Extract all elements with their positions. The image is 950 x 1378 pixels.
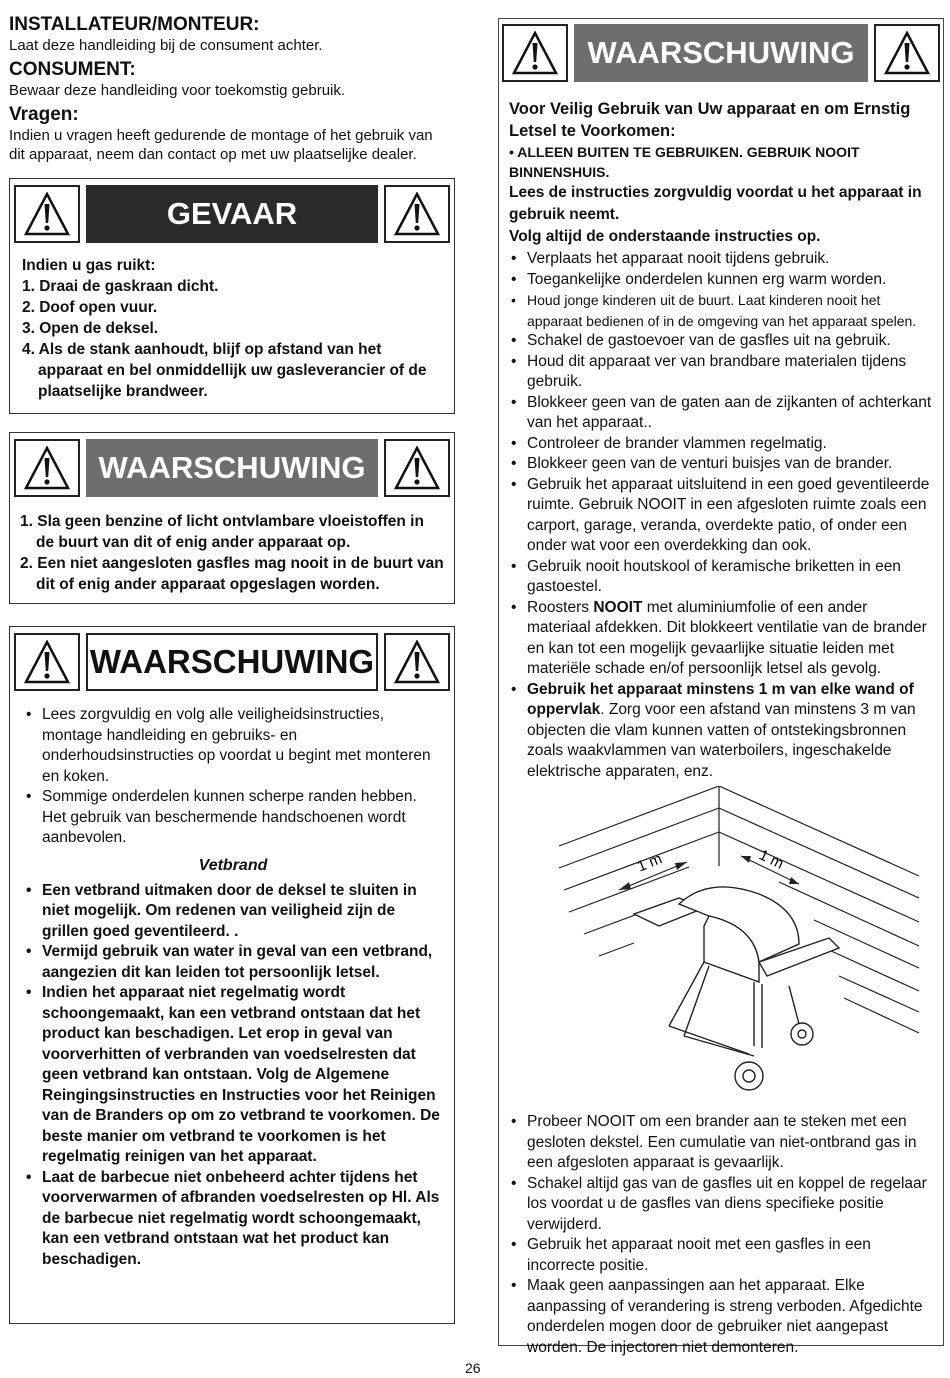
warning2-item: • Sommige onderdelen kunnen scherpe randen hebben. Het gebruik van beschermende handschoenen wordt aanbevolen. [24, 787, 442, 849]
right-item: • Houd jonge kinderen uit de buurt. Laat kinderen nooit het apparaat bedienen of in de omgeving van het apparaat spelen. [509, 290, 933, 331]
outside-only: • ALLEEN BUITEN TE GEBRUIKEN. GEBRUIK NOOIT BINNENSHUIS. [509, 144, 860, 180]
right-item: • Blokkeer geen van de gaten aan de zijkanten of achterkant van het apparaat.. [509, 393, 933, 434]
right-item: • Toegankelijke onderdelen kunnen erg warm worden. [509, 270, 933, 291]
warning-triangle-icon [384, 185, 450, 243]
right-item: • Houd dit apparaat ver van brandbare materialen tijdens gebruik. [509, 352, 933, 393]
warning-banner-1 [14, 437, 450, 499]
grill-clearance-illustration [509, 786, 933, 1106]
warning-title-1: WAARSCHUWING [86, 439, 378, 497]
vetbrand-item: • Indien het apparaat niet regelmatig wordt schoongemaakt, kan een vetbrand ontstaan dat het product kan beschadigen. Let erop in geval van voorverhitten of verbranden van voedselresten dat geen vetbrand kan ontstaan. Volg de Algemene Reingingsinstructies en Instructies voor het Reinigen van de Branders op om zo vetbrand te voorkomen. De beste manier om vetbrand te voorkomen is het regelmatig reinigen van het apparaat. [24, 983, 442, 1168]
dimension-label-left: 1 m [634, 850, 665, 876]
vetbrand-subheading: Vetbrand [198, 856, 268, 874]
right-item: • Blokkeer geen van de venturi buisjes van de brander. [509, 454, 933, 475]
warning-triangle-icon [14, 185, 80, 243]
right-after-item: • Gebruik het apparaat nooit met een gasfles in een incorrecte positie. [509, 1235, 933, 1276]
right-item-distance: • Gebruik het apparaat minstens 1 m van elke wand of oppervlak. Zorg voor een afstand van minstens 3 m van objecten die vlam kunnen vatten of ontstekingsbronnen zoals waakvlammen van waterboilers, ingeschakelde elektrische apparaten, enz. [509, 680, 933, 783]
read-instructions: Lees de instructies zorgvuldig voordat u het apparaat in gebruik neemt. [509, 184, 922, 223]
right-warning-banner [502, 22, 940, 84]
right-item: • Verplaats het apparaat nooit tijdens gebruik. [509, 249, 933, 270]
danger-item: 3. Open de deksel. [22, 320, 159, 337]
danger-item: 2. Doof open vuur. [22, 299, 158, 316]
warning-title-2: WAARSCHUWING [86, 633, 378, 691]
warning1-item: 1. Sla geen benzine of licht ontvlambare vloeistoffen in de buurt van dit of enig ander apparaat op. [20, 513, 424, 551]
warning1-item: 2. Een niet aangesloten gasfles mag nooit in de buurt van dit of enig ander apparaat opgeslagen worden. [20, 555, 444, 593]
warning2-item: • Lees zorgvuldig en volg alle veiligheidsinstructies, montage handleiding en gebruiks- en onderhoudsinstructies op voordat u begint met monteren en koken. [24, 705, 442, 787]
warning-triangle-icon [502, 24, 568, 82]
right-warning-box [498, 18, 944, 1356]
consument-text: Bewaar deze handleiding voor toekomstig gebruik. [9, 82, 346, 99]
right-item: • Controleer de brander vlammen regelmatig. [509, 434, 933, 455]
warning-triangle-icon [14, 633, 80, 691]
danger-title: GEVAAR [86, 185, 378, 243]
danger-body [10, 245, 454, 412]
warning-triangle-icon [874, 24, 940, 82]
right-item: • Gebruik het apparaat uitsluitend in een goed geventileerde ruimte. Gebruik NOOIT in een afgesloten ruimte zoals een carport, garage, veranda, overdekte patio, of onder een onder wat voor een overdekking dan ook. [509, 475, 933, 557]
warning-triangle-icon [14, 439, 80, 497]
vetbrand-item: • Laat de barbecue niet onbeheerd achter tijdens het voorverwarmen of afbranden voedselresten op Hl. Als de barbecue niet regelmatig wordt schoongemaakt, kan een vetbrand ontstaan wat het product kan beschadigen. [24, 1168, 442, 1271]
vragen-text: Indien u vragen heeft gedurende de montage of het gebruik van dit apparaat, neem dan contact op met uw plaatselijke dealer. [9, 127, 433, 163]
right-after-item: • Schakel altijd gas van de gasfles uit en koppel de regelaar los voordat u de gasfles van diens specifieke positie verwijderd. [509, 1174, 933, 1236]
warning-triangle-icon [384, 439, 450, 497]
warning-body-2 [10, 693, 454, 1270]
right-item: • Schakel de gastoevoer van de gasfles uit na gebruik. [509, 331, 933, 352]
page-number: 26 [465, 1360, 481, 1376]
danger-intro: Indien u gas ruikt: [22, 257, 156, 274]
right-heading: Voor Veilig Gebruik van Uw apparaat en om Ernstig Letsel te Voorkomen: [509, 100, 911, 140]
danger-item: 1. Draai de gaskraan dicht. [22, 278, 219, 295]
vetbrand-item: • Een vetbrand uitmaken door de deksel te sluiten in niet mogelijk. Om redenen van veiligheid zijn de grillen goed geventileerd. . [24, 881, 442, 943]
installateur-heading: INSTALLATEUR/MONTEUR: [9, 14, 260, 35]
danger-banner [14, 183, 450, 245]
vragen-heading: Vragen: [9, 104, 79, 125]
right-after-item: • Maak geen aanpassingen aan het apparaat. Elke aanpassing of verandering is streng verboden. Afgedichte onderdelen mogen door de gebruiker niet aangepast worden. De injectoren niet demonteren. [509, 1276, 933, 1358]
left-column [9, 14, 455, 1324]
warning-triangle-icon [384, 633, 450, 691]
warning-banner-2 [14, 631, 450, 693]
right-item-foil: • Roosters NOOIT met aluminiumfolie of een ander materiaal afdekken. Dit blokkeert ventilatie van de brander en kan tot een mogelijk gevaarlijke situatie leiden met materiële schade en/of persoonlijk letsel als gevolg. [509, 598, 933, 680]
right-item: • Gebruik nooit houtskool of keramische briketten in een gastoestel. [509, 557, 933, 598]
danger-box [9, 178, 455, 414]
warning-body-1 [10, 499, 454, 603]
right-after-item: • Probeer NOOIT om een brander aan te steken met een gesloten dekstel. Een cumulatie van niet-ontbrand gas in een afgesloten apparaat is gevaarlijk. [509, 1112, 933, 1174]
right-body [499, 84, 943, 1358]
warning-box-2 [9, 626, 455, 1324]
grill-drawing [634, 887, 839, 1090]
warning-box-1 [9, 432, 455, 604]
installateur-text: Laat deze handleiding bij de consument achter. [9, 37, 323, 54]
danger-item: 4. Als de stank aanhoudt, blijf op afstand van het apparaat en bel onmiddellijk uw gasleverancier of de plaatselijke brandweer. [22, 341, 427, 400]
consument-heading: CONSUMENT: [9, 59, 136, 80]
follow-instructions: Volg altijd de onderstaande instructies op. [509, 228, 821, 245]
dimension-label-right: 1 m [756, 846, 787, 873]
vetbrand-item: • Vermijd gebruik van water in geval van een vetbrand, aangezien dit kan leiden tot persoonlijk letsel. [24, 942, 442, 983]
right-warning-title: WAARSCHUWING [574, 24, 868, 82]
